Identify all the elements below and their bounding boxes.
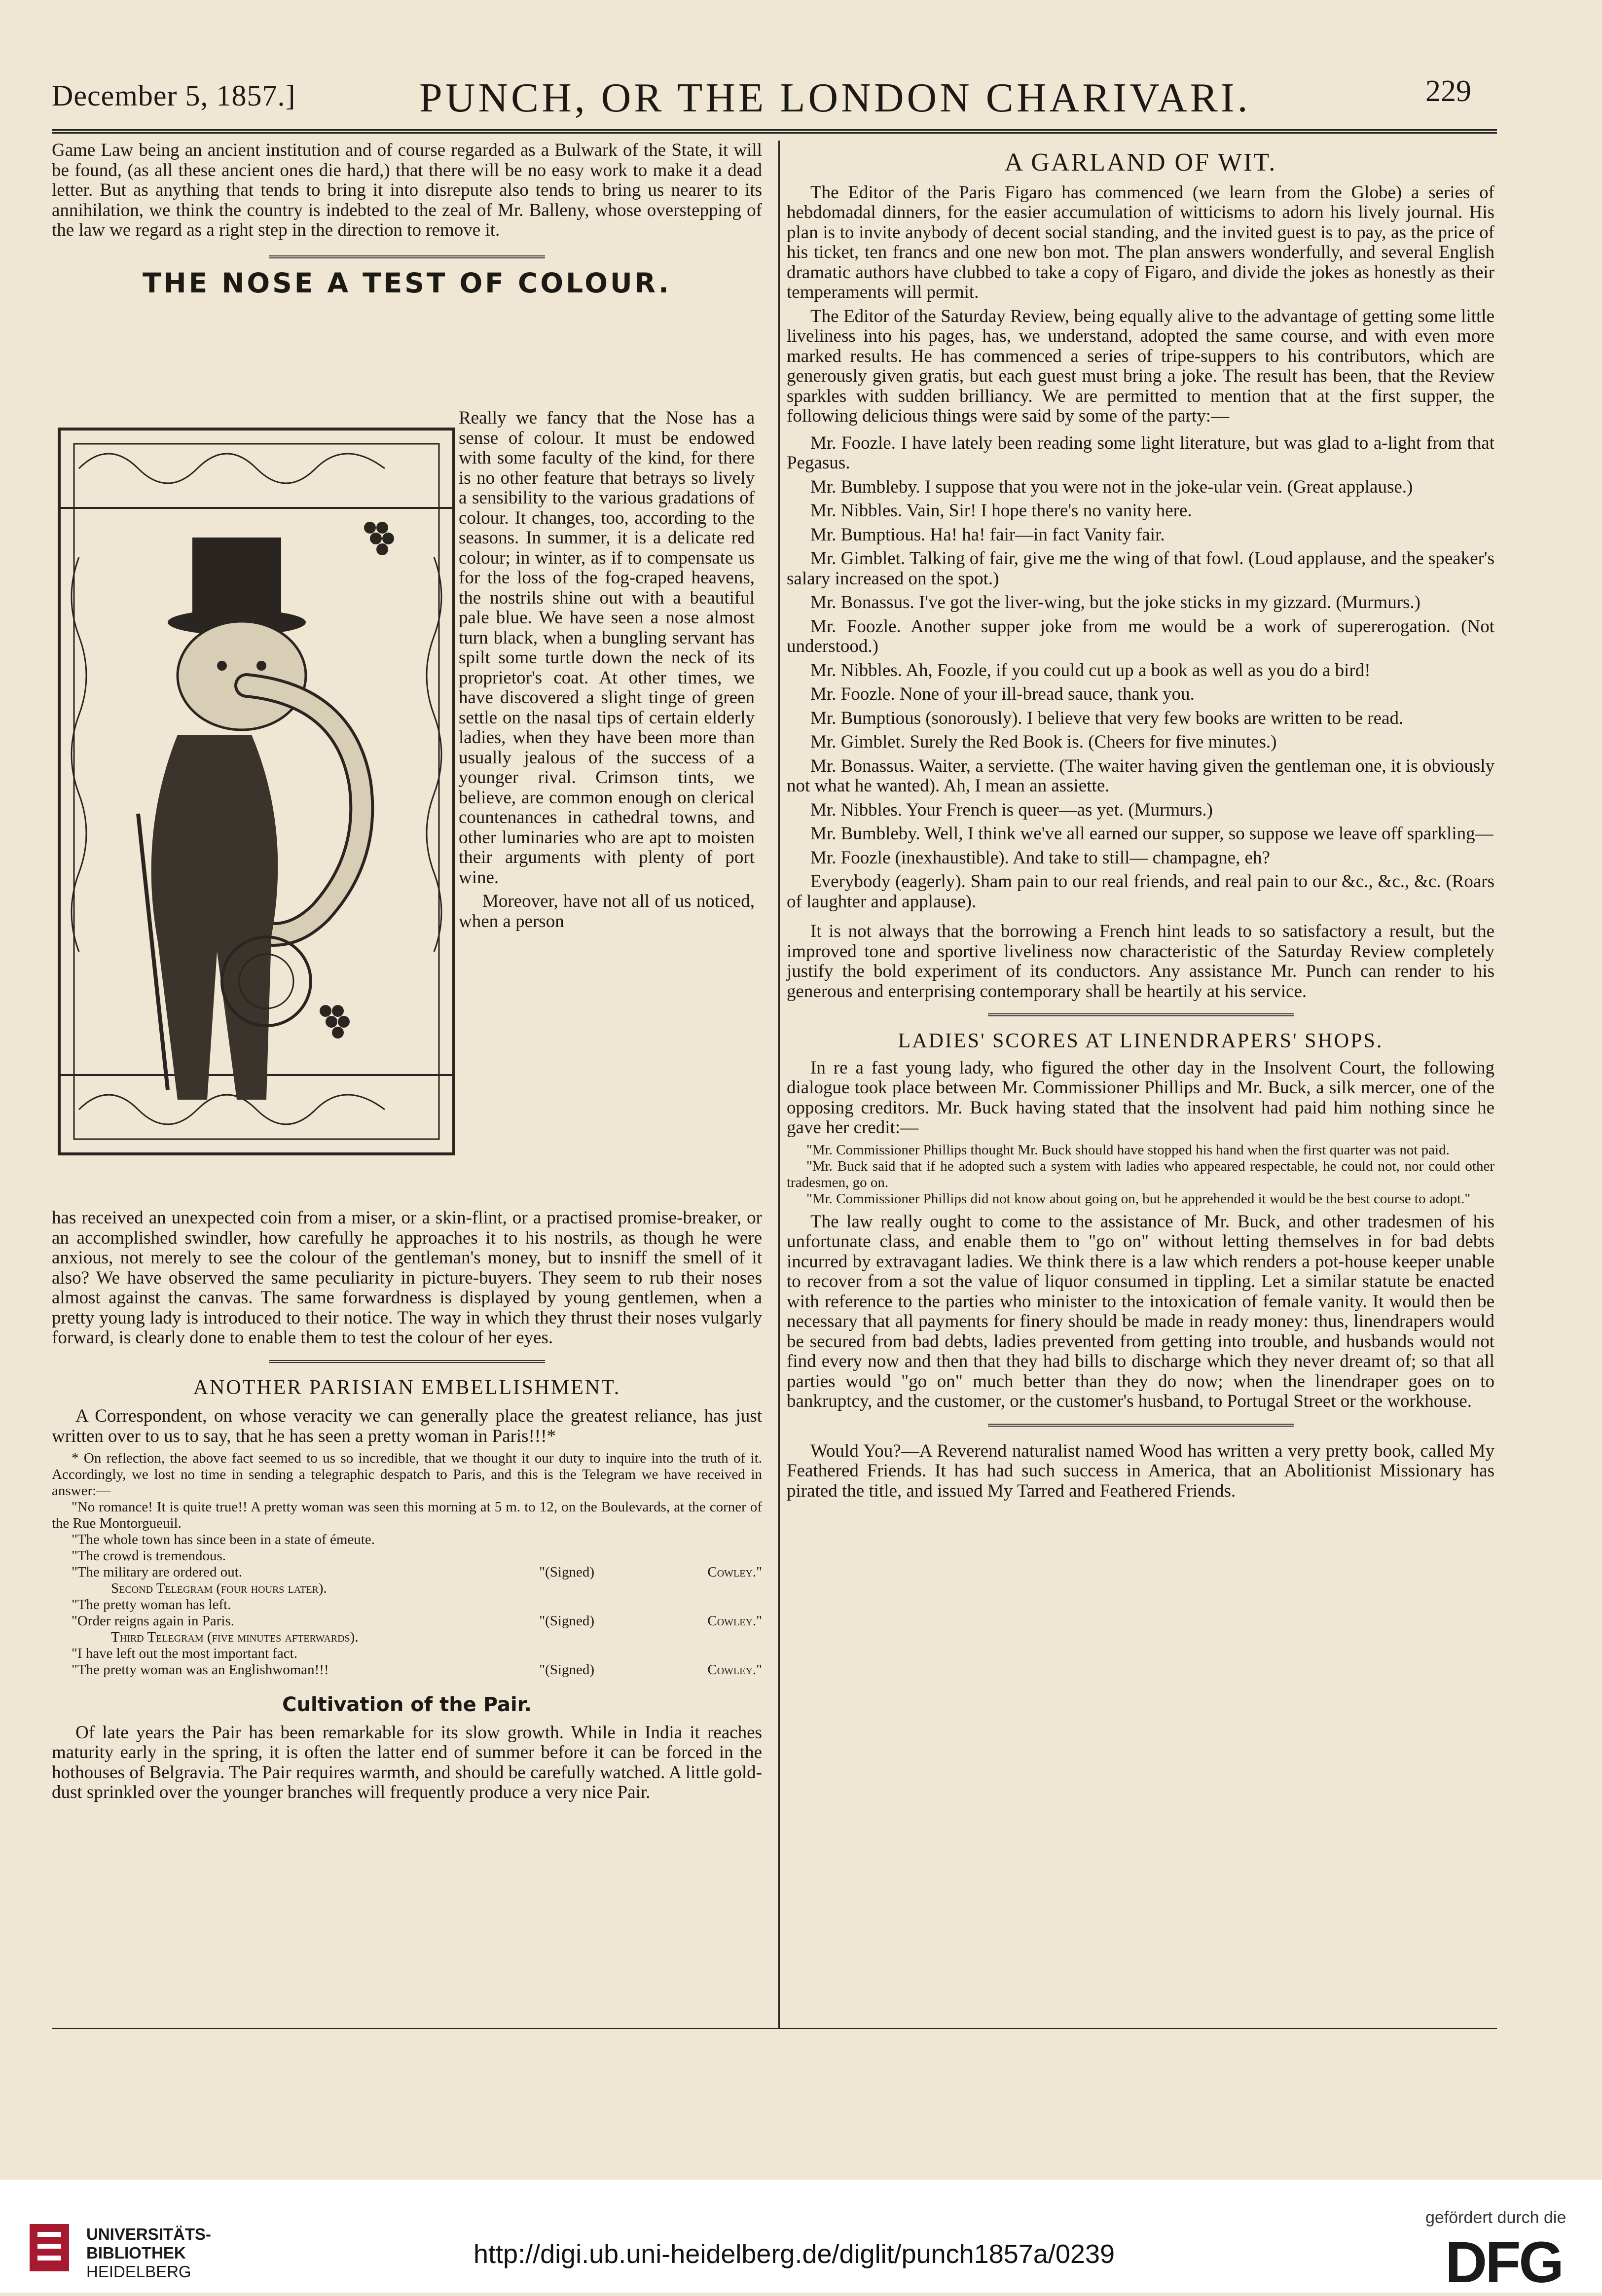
source-url[interactable]: http://digi.ub.uni-heidelberg.de/diglit/punch1857a/0239: [473, 2239, 1115, 2269]
telegram-3-line-1: "I have left out the most important fact.: [72, 1646, 297, 1661]
garland-paragraph-3: It is not always that the borrowing a French hint leads to so satisfactory a result, but the improved tone and sportive liveliness now characteristic of the Saturday Review completely justify the bold experiment of its conductors. Any assistance Mr. Punch can render to his generous and enterprising contemporary shall be heartily at his service.: [787, 921, 1494, 1002]
nose-heading: THE NOSE A TEST OF COLOUR.: [143, 267, 671, 299]
parisian-paragraph: A Correspondent, on whose veracity we can generally place the greatest reliance, has just written over to us to say, that he has seen a pretty woman in Paris!!!*: [52, 1406, 762, 1446]
dialogue-line: Mr. Gimblet. Talking of fair, give me the wing of that fowl. (Loud applause, and the speaker's salary increased on the spot.): [787, 548, 1494, 589]
library-line-1: UNIVERSITÄTS-: [86, 2225, 212, 2243]
dialogue-line: Mr. Bumbleby. Well, I think we've all earned our supper, so suppose we leave off sparkling—: [810, 824, 1493, 844]
dialogue-line: Mr. Bumbleby. I suppose that you were not in the joke-ular vein. (Great applause.): [810, 476, 1413, 497]
telegram-3-signoff: [52, 1662, 762, 1678]
game-law-paragraph: Game Law being an ancient institution and of course regarded as a Bulwark of the State, it will be found, (as all these ancient ones die hard,) that there will be no easy work to make it a dead letter. But as anything that tends to bring it into disrepute also tends to bring us nearer to its annihilation, we think the country is indebted to the zeal of Mr. Balleny, whose overstepping of the law we regard as a right step in the direction to remove it.: [52, 140, 762, 240]
court-quote: [787, 1142, 1494, 1207]
left-column-bottom: [52, 1208, 762, 1807]
parisian-heading: ANOTHER PARISIAN EMBELLISHMENT.: [193, 1376, 621, 1399]
footnote: * On reflection, the above fact seemed to us so incredible, that we thought it our duty to inquire into the truth of it. Accordingly, we lost no time in sending a telegraphic despatch to Paris, and this is the Telegram we have received in answer:—: [52, 1450, 762, 1499]
dialogue-line: Mr. Foozle. Another supper joke from me would be a work of supererogation. (Not understood.): [787, 616, 1494, 656]
telegram-1-line-3: "The crowd is tremendous.: [72, 1548, 226, 1564]
library-line-3: HEIDELBERG: [86, 2262, 191, 2281]
elephant-nose-gentleman-illustration: [49, 409, 464, 1169]
library-name: [86, 2225, 211, 2281]
dialogue-line: Mr. Bonassus. Waiter, a serviette. (The waiter having given the gentleman one, it is obviously not what he wanted). Ah, I mean an assiette.: [787, 755, 1494, 796]
signed-label: "(Signed): [539, 1662, 594, 1678]
pair-heading: Cultivation of the Pair.: [282, 1693, 532, 1716]
digitization-footer: [0, 2180, 1602, 2293]
ladies-paragraph-2: The law really ought to come to the assistance of Mr. Buck, and other tradesmen of his unfortunate class, and enable them to "go on" without letting themselves in for bad debts incurred by extravagant ladies. We think there is a law which renders a pot-house keeper unable to recover from a sot the value of liquor consumed in tippling. Let a similar statute be enacted with reference to the parties who minister to the intoxication of female vanity. It would then be necessary that all payments for finery should be made in ready money: thus, linendrapers would be secured from bad debts, ladies prevented from getting into trouble, and husbands would not find every now and then that they had bills to discharge which they never dreamt of; so that all parties would "go on" much better than they do now; when the linendraper goes on to bankruptcy, and the customer, or the customer's husband, to Portugal Street or the workhouse.: [787, 1211, 1494, 1411]
signed-label: "(Signed): [539, 1564, 594, 1580]
garland-paragraph-1: The Editor of the Paris Figaro has commenced (we learn from the Globe) a series of hebdomadal dinners, for the easier accumulation of witticisms to adorn his lively journal. His plan is to invite anybody of decent social standing, and the invited guest is to pay, as the price of his ticket, ten francs and one new bon mot. The plan answers wonderfully, and several English dramatic authors have clubbed to take a copy of Figaro, and divide the jokes as honestly as their temperaments will permit.: [787, 182, 1494, 302]
telegram-2-title: Second Telegram (four hours later).: [111, 1580, 327, 1596]
telegram-3-title: Third Telegram (five minutes afterwards).: [111, 1629, 359, 1645]
dialogue-line: Mr. Nibbles. Vain, Sir! I hope there's no vanity here.: [810, 501, 1192, 521]
telegram-2-line-2: "Order reigns again in Paris.: [72, 1613, 234, 1629]
telegram-2-signoff: [52, 1613, 762, 1629]
issue-date: December 5, 1857.]: [52, 79, 296, 112]
column-divider: [778, 141, 780, 2029]
page-number: 229: [1425, 74, 1471, 108]
separator: [269, 1360, 545, 1363]
bottom-rule: [52, 2028, 1497, 2029]
quote-line: "Mr. Commissioner Phillips thought Mr. Buck should have stopped his hand when the first quarter was not paid.: [806, 1142, 1450, 1158]
separator: [269, 255, 545, 258]
telegram-1-line-4: "The military are ordered out.: [72, 1564, 243, 1580]
dialogue-line: Mr. Foozle. None of your ill-bread sauce, thank you.: [810, 684, 1195, 704]
garland-paragraph-2: The Editor of the Saturday Review, being equally alive to the advantage of getting some little liveliness into his pages, has, we understand, adopted the same course, and with even more marked results. He has commenced a series of tripe-suppers to his contributors, which are generously given gratis, but each guest must bring a joke. The result has been, that the Review sparkles with sudden brilliancy. We are permitted to mention that at the first supper, the following delicious things were said by some of the party:—: [787, 306, 1494, 426]
nose-paragraph-1: Really we fancy that the Nose has a sense of colour. It must be endowed with some faculty of the kind, for there is no other feature that betrays so lively a sensibility to the various gradations of colour. It changes, too, according to the seasons. In summer, it is a delicate red colour; in winter, as if to compensate us for the loss of the fog-craped heavens, the nostrils shine out with a beautiful pale blue. We have seen a nose almost turn black, when a bungling servant has spilt some turtle down the neck of its proprietor's coat. At other times, we have discovered a slight tinge of green settle on the nasal tips of certain elderly ladies, when they have been more than usually jealous of the success of a younger rival. Crimson tints, we believe, are common enough on clerical countenances in cathedral towns, and other luminaries who are apt to moisten their arguments with plenty of port wine.: [459, 408, 755, 888]
garland-heading: A GARLAND OF WIT.: [1004, 148, 1277, 177]
signed-label: "(Signed): [539, 1613, 594, 1629]
dialogue-line: Mr. Nibbles. Ah, Foozle, if you could cut up a book as well as you do a bird!: [810, 660, 1371, 681]
telegram-2-line-1: "The pretty woman has left.: [72, 1597, 231, 1613]
signature: Cowley.": [707, 1564, 762, 1580]
dialogue-line: Mr. Bumptious. Ha! ha! fair—in fact Vanity fair.: [810, 524, 1165, 545]
pair-paragraph: Of late years the Pair has been remarkable for its slow growth. While in India it reaches maturity early in the spring, it is often the latter end of summer before it can be forced in the hothouses of Belgravia. The Pair requires warmth, and should be carefully watched. A little gold-dust sprinkled over the younger branches will frequently produce a very nice Pair.: [52, 1722, 762, 1802]
separator: [988, 1424, 1294, 1427]
telegram-1-line-1: "No romance! It is quite true!! A pretty woman was seen this morning at 5 m. to 12, on the Boulevards, at the corner of the Rue Montorgueuil.: [52, 1499, 762, 1531]
heidelberg-library-logo: [30, 2224, 69, 2271]
signature: Cowley.": [707, 1613, 762, 1629]
dfg-logo: DFG: [1445, 2230, 1563, 2295]
nose-paragraph-2a: Moreover, have not all of us noticed, when a person: [459, 891, 755, 932]
right-column: [787, 148, 1494, 1505]
dialogue-line: Mr. Gimblet. Surely the Red Book is. (Cheers for five minutes.): [810, 732, 1277, 752]
dialogue-line: Mr. Nibbles. Your French is queer—as yet. (Murmurs.): [810, 799, 1213, 820]
quote-line: "Mr. Buck said that if he adopted such a system with ladies who appeared respectable, he could not, nor could other tradesmen, go on.: [787, 1158, 1494, 1190]
separator: [988, 1013, 1294, 1016]
left-column-top: [52, 140, 762, 299]
header-rule: [52, 129, 1497, 136]
ladies-heading: LADIES' SCORES AT LINENDRAPERS' SHOPS.: [898, 1030, 1384, 1052]
library-line-2: BIBLIOTHEK: [86, 2244, 186, 2262]
dialogue-line: Everybody (eagerly). Sham pain to our real friends, and real pain to our &c., &c., &c. (Roars of laughter and applause).: [787, 871, 1494, 912]
funded-by-label: gefördert durch die: [1425, 2208, 1566, 2227]
dialogue-line: Mr. Foozle (inexhaustible). And take to still— champagne, eh?: [810, 847, 1270, 868]
dialogue-line: Mr. Bonassus. I've got the liver-wing, but the joke sticks in my gizzard. (Murmurs.): [810, 592, 1421, 612]
signature: Cowley.": [707, 1662, 762, 1678]
telegram-1-line-2: "The whole town has since been in a state of émeute.: [72, 1532, 375, 1547]
masthead-title: PUNCH, OR THE LONDON CHARIVARI.: [419, 75, 1251, 121]
nose-text-narrow: [459, 408, 755, 935]
ladies-paragraph-1: In re a fast young lady, who figured the other day in the Insolvent Court, the following dialogue took place between Mr. Commissioner Phillips and Mr. Buck, a silk mercer, one of the opposing creditors. Mr. Buck having stated that the insolvent had paid him nothing since he gave her credit:—: [787, 1057, 1494, 1138]
dialogue: [787, 433, 1494, 912]
wood-paragraph: Would You?—A Reverend naturalist named Wood has written a very pretty book, called My Feathered Friends. It has had such success in America, that an Abolitionist Missionary has pirated the title, and issued My Tarred and Feathered Friends.: [787, 1440, 1494, 1501]
telegram-1-signoff: [52, 1564, 762, 1580]
footnote-block: [52, 1450, 762, 1678]
quote-line: "Mr. Commissioner Phillips did not know about going on, but he apprehended it would be the best course to adopt.": [806, 1190, 1471, 1207]
telegram-3-line-2: "The pretty woman was an Englishwoman!!!: [72, 1662, 329, 1678]
nose-paragraph-2b: has received an unexpected coin from a miser, or a skin-flint, or a practised promise-breaker, or an accomplished swindler, how carefully he approaches it to his nostrils, as though he were anxious, not merely to see the colour of the gentleman's money, but to insniff the smell of it also? We have observed the same peculiarity in picture-buyers. They seem to rub their noses almost against the canvas. The same forwardness is displayed by young gentlemen, when a pretty young lady is introduced to their notice. The way in which they thrust their noses vulgarly forward, is clearly done to enable them to test the colour of her eyes.: [52, 1208, 762, 1348]
dialogue-line: Mr. Foozle. I have lately been reading some light literature, but was glad to a-light from that Pegasus.: [787, 432, 1494, 473]
dialogue-line: Mr. Bumptious (sonorously). I believe that very few books are written to be read.: [810, 708, 1404, 728]
